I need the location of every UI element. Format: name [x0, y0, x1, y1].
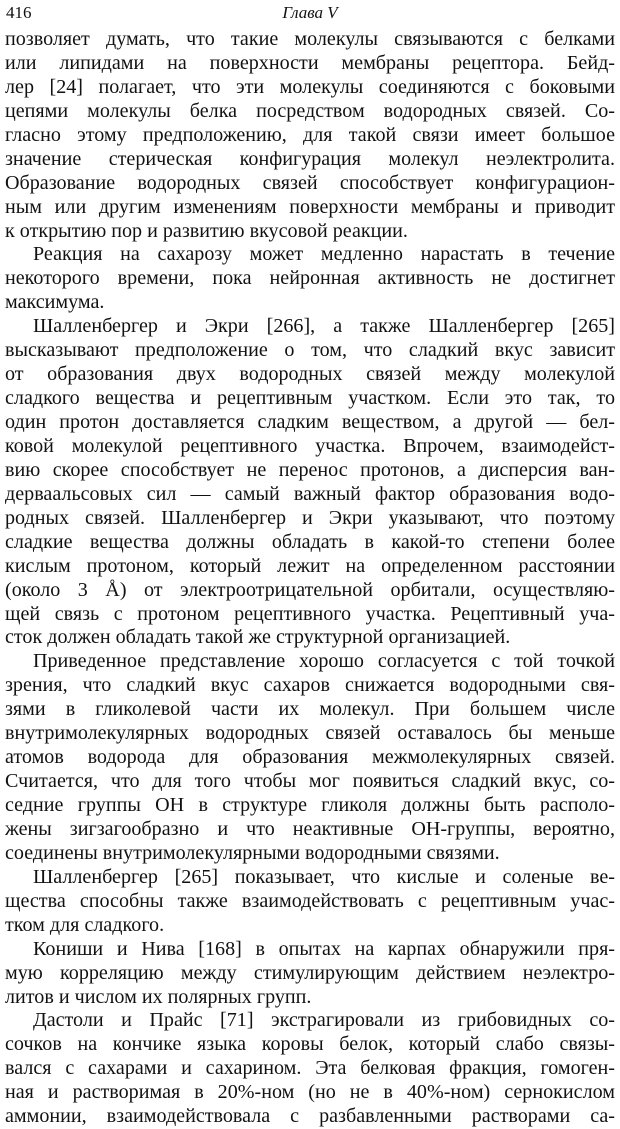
text-line: сток должен обладать такой же структурной организацией. — [5, 626, 511, 649]
text-line: максимума. — [5, 291, 105, 314]
text-line: гласно этому предположению, для такой связи имеет большое — [5, 123, 615, 146]
paragraph-3 — [5, 315, 615, 650]
text-line: тком для сладкого. — [5, 913, 165, 936]
chapter-title: Глава V — [282, 3, 338, 22]
text-line: Считается, что для того чтобы мог появиться сладкий вкус, со- — [5, 770, 615, 793]
text-line: родных связей. Шалленбергер и Экри указывают, что поэтому — [5, 506, 615, 529]
paragraph-1 — [5, 28, 615, 243]
text-line: Приведенное представление хорошо согласуется с той точкой — [33, 650, 615, 673]
text-line: ковой молекулой рецептивного участка. Впрочем, взаимодейст- — [5, 434, 615, 457]
running-head — [6, 2, 614, 24]
text-line: к открытию пор и развитию вкусовой реакции. — [5, 219, 408, 242]
body-text — [5, 28, 615, 1129]
text-line: сочков на кончике языка коровы белок, который слабо связы- — [5, 1033, 615, 1056]
text-line: от образования двух водородных связей между молекулой — [5, 363, 615, 386]
text-line: внутримолекулярных водородных связей оставалось бы меньше — [5, 722, 615, 745]
text-line: цепями молекулы белка посредством водородных связей. Со- — [5, 99, 615, 122]
text-line: Образование водородных связей способствует конфигурацион- — [5, 171, 615, 194]
text-line: значение стерическая конфигурация молекул неэлектролита. — [5, 147, 615, 170]
text-line: аммонии, взаимодействовала с разбавленными растворами са- — [5, 1105, 615, 1128]
text-line: мую корреляцию между стимулирующим действием неэлектро- — [5, 961, 615, 984]
text-line: Реакция на сахарозу может медленно нарастать в течение — [33, 243, 615, 266]
text-line: Дастоли и Прайс [71] экстрагировали из грибовидных со- — [33, 1009, 615, 1032]
text-line: сладкие вещества должны обладать в какой-то степени более — [5, 530, 615, 553]
text-line: соединены внутримолекулярными водородными связями. — [5, 841, 500, 864]
paragraph-5 — [5, 866, 615, 938]
text-line: щей связь с протоном рецептивного участка. Рецептивный уча- — [5, 602, 615, 625]
paragraph-2 — [5, 243, 615, 315]
text-line: лер [24] полагает, что эти молекулы соединяются с боковыми — [5, 75, 615, 98]
text-line: некоторого времени, пока нейронная активность не достигнет — [5, 267, 615, 290]
text-line: дерваальсовых сил — самый важный фактор образования водо- — [5, 482, 615, 505]
text-line: кислым протоном, который лежит на определенном расстоянии — [5, 554, 615, 577]
paragraph-6 — [5, 938, 615, 1010]
text-line: щества способны также взаимодействовать с рецептивным учас- — [5, 889, 615, 912]
text-line: сладкого вещества и рецептивным участком. Если это так, то — [5, 387, 615, 410]
text-line: атомов водорода для образования межмолекулярных связей. — [5, 746, 615, 769]
paragraph-7 — [5, 1009, 615, 1129]
text-line: ным или другим изменениям поверхности мембраны и приводит — [5, 195, 615, 218]
paragraph-4 — [5, 650, 615, 865]
text-line: седние группы ОН в структуре гликоля должны быть располо- — [5, 794, 615, 816]
text-line: зрения, что сладкий вкус сахаров снижается водородными свя- — [5, 674, 615, 697]
text-line: Кониши и Нива [168] в опытах на карпах обнаружили пря- — [33, 937, 615, 960]
text-line: или липидами на поверхности мембраны рецептора. Бейд- — [5, 51, 615, 74]
page-number: 416 — [6, 3, 32, 22]
text-line: Шалленбергер [265] показывает, что кислые и соленые ве- — [33, 865, 615, 888]
text-line: вию скорее способствует не перенос протонов, а дисперсия ван- — [5, 458, 615, 481]
text-line: высказывают предположение о том, что сладкий вкус зависит — [5, 339, 615, 362]
text-line: Шалленбергер и Экри [266], а также Шалленбергер [265] — [33, 315, 615, 338]
text-line: один протон доставляется сладким веществом, а другой — бел- — [5, 411, 615, 433]
text-line: ная и растворимая в 20%-ном (но не в 40%-ном) сернокислом — [5, 1081, 615, 1104]
text-line: позволяет думать, что такие молекулы связываются с белками — [5, 28, 615, 50]
text-line: жены зигзагообразно и что неактивные ОН-группы, вероятно, — [5, 817, 615, 840]
text-line: зями в гликолевой части их молекул. При большем числе — [5, 698, 615, 721]
text-line: (около 3 Å) от электроотрицательной орбитали, осуществляю- — [5, 578, 615, 601]
text-line: литов и числом их полярных групп. — [5, 985, 312, 1008]
text-line: вался с сахарами и сахарином. Эта белковая фракция, гомоген- — [5, 1057, 615, 1080]
